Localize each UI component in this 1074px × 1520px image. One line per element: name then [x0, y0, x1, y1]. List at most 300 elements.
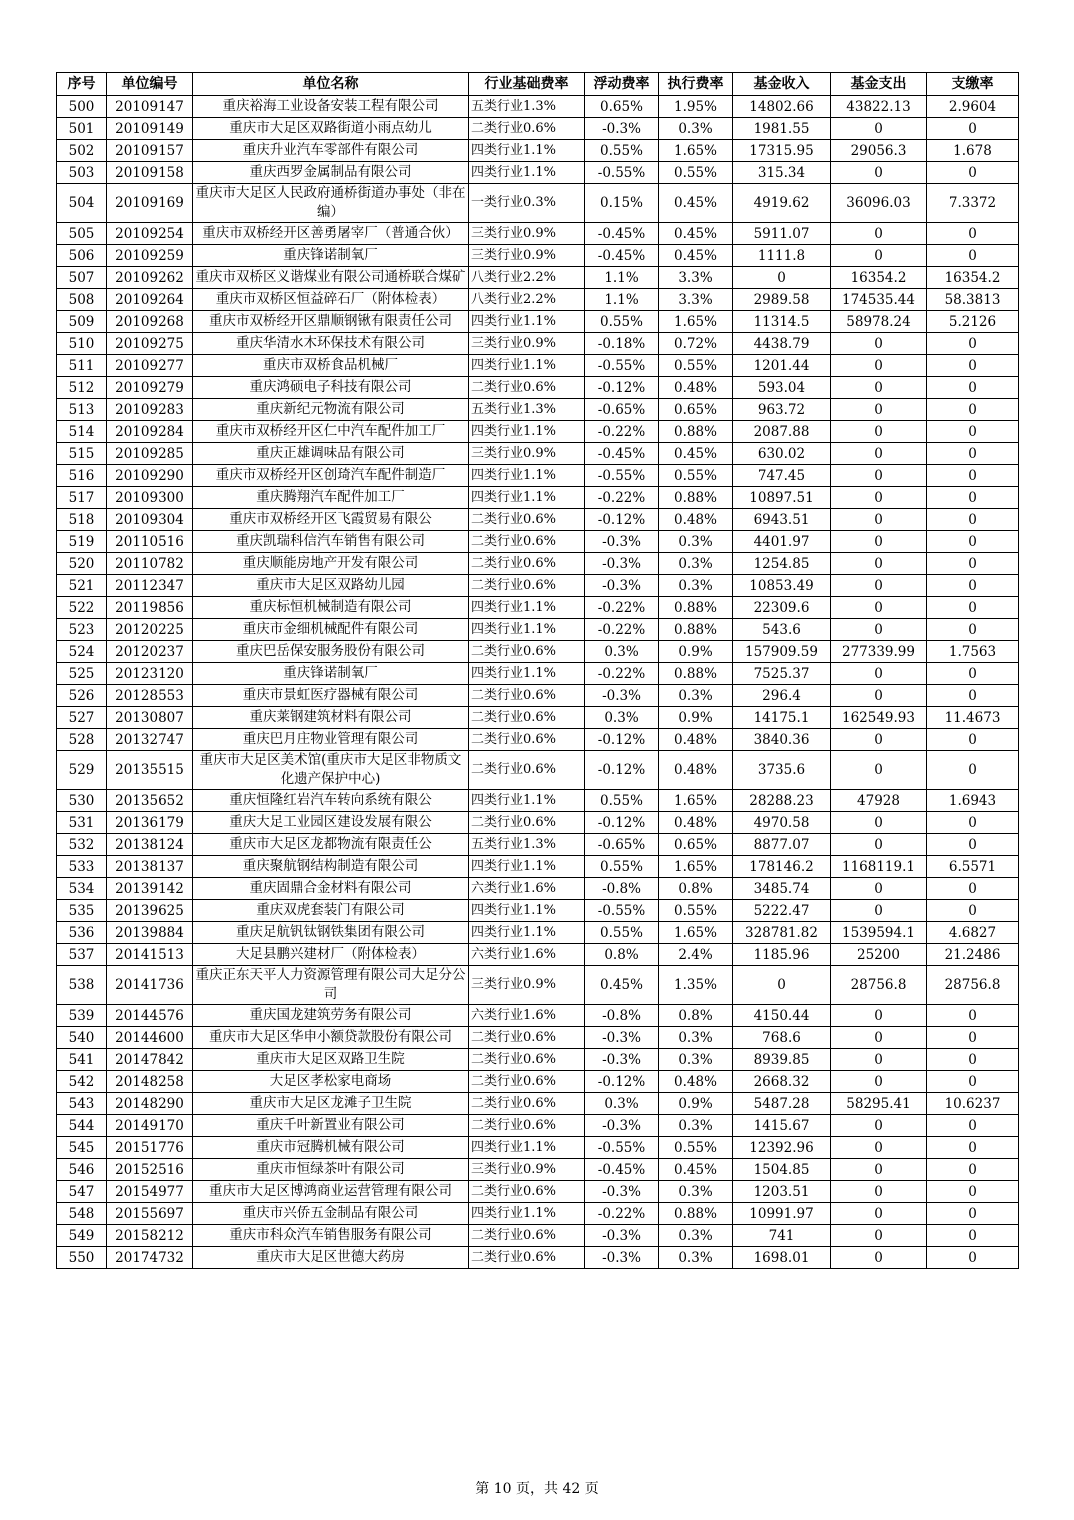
payout-ratio: 0: [927, 1203, 1019, 1225]
float-rate: -0.22%: [585, 487, 659, 509]
table-row: [57, 487, 1019, 509]
fund-expense: 0: [831, 1225, 927, 1247]
exec-rate: 0.55%: [659, 162, 733, 184]
payout-ratio: 0: [927, 878, 1019, 900]
row-index: 538: [57, 966, 107, 1005]
fund-expense: 0: [831, 1027, 927, 1049]
exec-rate: 0.88%: [659, 663, 733, 685]
unit-name: 重庆市双桥经开区创琦汽车配件制造厂: [193, 465, 469, 487]
unit-name: 重庆市双桥经开区仁中汽车配件加工厂: [193, 421, 469, 443]
header-fund-income: 基金收入: [733, 73, 831, 96]
row-index: 510: [57, 333, 107, 355]
payout-ratio: 0: [927, 685, 1019, 707]
row-index: 500: [57, 96, 107, 118]
unit-code: 20120237: [107, 641, 193, 663]
exec-rate: 3.3%: [659, 267, 733, 289]
exec-rate: 2.4%: [659, 944, 733, 966]
table-row: [57, 1181, 1019, 1203]
exec-rate: 0.3%: [659, 1049, 733, 1071]
row-index: 504: [57, 184, 107, 223]
table-row: [57, 1049, 1019, 1071]
exec-rate: 0.3%: [659, 1181, 733, 1203]
fund-income: 10897.51: [733, 487, 831, 509]
unit-code: 20120225: [107, 619, 193, 641]
row-index: 545: [57, 1137, 107, 1159]
row-index: 530: [57, 790, 107, 812]
float-rate: -0.3%: [585, 685, 659, 707]
unit-code: 20109147: [107, 96, 193, 118]
fund-expense: 47928: [831, 790, 927, 812]
float-rate: 0.55%: [585, 790, 659, 812]
fund-expense: 0: [831, 355, 927, 377]
row-index: 537: [57, 944, 107, 966]
payout-ratio: 16354.2: [927, 267, 1019, 289]
row-index: 511: [57, 355, 107, 377]
float-rate: -0.45%: [585, 443, 659, 465]
unit-code: 20132747: [107, 729, 193, 751]
payout-ratio: 0: [927, 1049, 1019, 1071]
payout-ratio: 0: [927, 355, 1019, 377]
fund-income: 3840.36: [733, 729, 831, 751]
fund-expense: 0: [831, 553, 927, 575]
base-rate: 六类行业1.6%: [469, 1005, 585, 1027]
base-rate: 二类行业0.6%: [469, 685, 585, 707]
unit-code: 20128553: [107, 685, 193, 707]
fund-income: 747.45: [733, 465, 831, 487]
unit-name: 重庆市双桥经开区飞霞贸易有限公: [193, 509, 469, 531]
fund-expense: 0: [831, 575, 927, 597]
table-row: [57, 790, 1019, 812]
float-rate: -0.3%: [585, 118, 659, 140]
fund-income: 3485.74: [733, 878, 831, 900]
unit-code: 20110782: [107, 553, 193, 575]
fund-expense: 0: [831, 812, 927, 834]
fund-income: 14802.66: [733, 96, 831, 118]
table-row: [57, 856, 1019, 878]
fund-income: 14175.1: [733, 707, 831, 729]
float-rate: -0.45%: [585, 223, 659, 245]
payout-ratio: 0: [927, 729, 1019, 751]
payout-ratio: 58.3813: [927, 289, 1019, 311]
float-rate: -0.12%: [585, 1071, 659, 1093]
fund-income: 315.34: [733, 162, 831, 184]
fund-expense: 43822.13: [831, 96, 927, 118]
payout-ratio: 0: [927, 834, 1019, 856]
table-row: [57, 922, 1019, 944]
payout-ratio: 1.678: [927, 140, 1019, 162]
fund-expense: 0: [831, 1203, 927, 1225]
row-index: 523: [57, 619, 107, 641]
row-index: 534: [57, 878, 107, 900]
row-index: 526: [57, 685, 107, 707]
unit-code: 20109254: [107, 223, 193, 245]
table-row: [57, 289, 1019, 311]
unit-name: 重庆市双桥区恒益碎石厂（附体检表）: [193, 289, 469, 311]
fund-income: 10991.97: [733, 1203, 831, 1225]
float-rate: -0.12%: [585, 729, 659, 751]
unit-code: 20109158: [107, 162, 193, 184]
base-rate: 二类行业0.6%: [469, 118, 585, 140]
table-row: [57, 245, 1019, 267]
float-rate: -0.12%: [585, 751, 659, 790]
fund-income: 4970.58: [733, 812, 831, 834]
fund-income: 4401.97: [733, 531, 831, 553]
exec-rate: 1.65%: [659, 311, 733, 333]
payout-ratio: 5.2126: [927, 311, 1019, 333]
fund-income: 296.4: [733, 685, 831, 707]
fund-expense: 1168119.1: [831, 856, 927, 878]
row-index: 550: [57, 1247, 107, 1269]
row-index: 502: [57, 140, 107, 162]
unit-code: 20139884: [107, 922, 193, 944]
exec-rate: 0.88%: [659, 421, 733, 443]
unit-name: 重庆国龙建筑劳务有限公司: [193, 1005, 469, 1027]
exec-rate: 1.65%: [659, 140, 733, 162]
payout-ratio: 0: [927, 1159, 1019, 1181]
fund-income: 1415.67: [733, 1115, 831, 1137]
row-index: 521: [57, 575, 107, 597]
fund-income: 593.04: [733, 377, 831, 399]
table-row: [57, 1137, 1019, 1159]
float-rate: -0.3%: [585, 575, 659, 597]
base-rate: 二类行业0.6%: [469, 1093, 585, 1115]
unit-name: 重庆市大足区博鸿商业运营管理有限公司: [193, 1181, 469, 1203]
exec-rate: 0.55%: [659, 900, 733, 922]
float-rate: -0.65%: [585, 834, 659, 856]
unit-name: 重庆莱钢建筑材料有限公司: [193, 707, 469, 729]
base-rate: 二类行业0.6%: [469, 509, 585, 531]
exec-rate: 0.45%: [659, 245, 733, 267]
fund-income: 768.6: [733, 1027, 831, 1049]
base-rate: 二类行业0.6%: [469, 641, 585, 663]
table-row: [57, 1071, 1019, 1093]
base-rate: 三类行业0.9%: [469, 223, 585, 245]
exec-rate: 0.48%: [659, 729, 733, 751]
fund-income: 1254.85: [733, 553, 831, 575]
unit-code: 20141513: [107, 944, 193, 966]
unit-code: 20109279: [107, 377, 193, 399]
table-row: [57, 531, 1019, 553]
fund-income: 328781.82: [733, 922, 831, 944]
base-rate: 四类行业1.1%: [469, 487, 585, 509]
header-unit-code: 单位编号: [107, 73, 193, 96]
float-rate: -0.3%: [585, 1115, 659, 1137]
fund-expense: 0: [831, 1181, 927, 1203]
unit-code: 20109169: [107, 184, 193, 223]
unit-name: 重庆鸿硕电子科技有限公司: [193, 377, 469, 399]
base-rate: 二类行业0.6%: [469, 1027, 585, 1049]
base-rate: 八类行业2.2%: [469, 289, 585, 311]
float-rate: 0.3%: [585, 707, 659, 729]
row-index: 544: [57, 1115, 107, 1137]
unit-code: 20109283: [107, 399, 193, 421]
fund-income: 4438.79: [733, 333, 831, 355]
unit-code: 20151776: [107, 1137, 193, 1159]
base-rate: 二类行业0.6%: [469, 729, 585, 751]
float-rate: -0.3%: [585, 1247, 659, 1269]
exec-rate: 0.88%: [659, 1203, 733, 1225]
float-rate: -0.55%: [585, 162, 659, 184]
base-rate: 三类行业0.9%: [469, 966, 585, 1005]
row-index: 548: [57, 1203, 107, 1225]
table-row: [57, 553, 1019, 575]
unit-code: 20138124: [107, 834, 193, 856]
payout-ratio: 0: [927, 1027, 1019, 1049]
fund-expense: 58295.41: [831, 1093, 927, 1115]
payout-ratio: 0: [927, 1005, 1019, 1027]
payout-ratio: 0: [927, 399, 1019, 421]
unit-name: 重庆锋诺制氧厂: [193, 245, 469, 267]
exec-rate: 0.45%: [659, 1159, 733, 1181]
table-row: [57, 834, 1019, 856]
unit-code: 20152516: [107, 1159, 193, 1181]
fund-income: 630.02: [733, 443, 831, 465]
fund-expense: 0: [831, 333, 927, 355]
row-index: 546: [57, 1159, 107, 1181]
exec-rate: 0.3%: [659, 575, 733, 597]
float-rate: -0.8%: [585, 1005, 659, 1027]
payout-ratio: 0: [927, 443, 1019, 465]
payout-ratio: 0: [927, 377, 1019, 399]
exec-rate: 0.55%: [659, 1137, 733, 1159]
fund-expense: 0: [831, 729, 927, 751]
exec-rate: 0.3%: [659, 118, 733, 140]
unit-name: 重庆市双桥经开区鼎顺钢锹有限责任公司: [193, 311, 469, 333]
fund-expense: 0: [831, 751, 927, 790]
unit-name: 重庆市兴侨五金制品有限公司: [193, 1203, 469, 1225]
fund-expense: 0: [831, 1247, 927, 1269]
base-rate: 二类行业0.6%: [469, 1181, 585, 1203]
exec-rate: 0.3%: [659, 1115, 733, 1137]
table-row: [57, 707, 1019, 729]
exec-rate: 0.48%: [659, 1071, 733, 1093]
unit-code: 20148290: [107, 1093, 193, 1115]
table-row: [57, 1203, 1019, 1225]
table-row: [57, 878, 1019, 900]
header-unit-name: 单位名称: [193, 73, 469, 96]
header-fund-expense: 基金支出: [831, 73, 927, 96]
table-row: [57, 96, 1019, 118]
float-rate: -0.55%: [585, 1137, 659, 1159]
unit-code: 20144576: [107, 1005, 193, 1027]
unit-name: 重庆市大足区双路幼儿园: [193, 575, 469, 597]
unit-code: 20144600: [107, 1027, 193, 1049]
table-row: [57, 509, 1019, 531]
payout-ratio: 6.5571: [927, 856, 1019, 878]
base-rate: 三类行业0.9%: [469, 1159, 585, 1181]
fund-income: 8877.07: [733, 834, 831, 856]
exec-rate: 0.48%: [659, 751, 733, 790]
fund-expense: 0: [831, 465, 927, 487]
unit-code: 20155697: [107, 1203, 193, 1225]
float-rate: -0.3%: [585, 553, 659, 575]
float-rate: -0.22%: [585, 421, 659, 443]
table-row: [57, 443, 1019, 465]
unit-name: 重庆市大足区龙都物流有限责任公: [193, 834, 469, 856]
fund-income: 543.6: [733, 619, 831, 641]
float-rate: -0.3%: [585, 1049, 659, 1071]
header-float-rate: 浮动费率: [585, 73, 659, 96]
unit-name: 大足区孝松家电商场: [193, 1071, 469, 1093]
exec-rate: 1.65%: [659, 856, 733, 878]
table-row: [57, 355, 1019, 377]
base-rate: 四类行业1.1%: [469, 465, 585, 487]
base-rate: 二类行业0.6%: [469, 377, 585, 399]
unit-name: 重庆市冠腾机械有限公司: [193, 1137, 469, 1159]
row-index: 520: [57, 553, 107, 575]
base-rate: 二类行业0.6%: [469, 1225, 585, 1247]
fund-expense: 0: [831, 509, 927, 531]
row-index: 525: [57, 663, 107, 685]
fund-income: 2668.32: [733, 1071, 831, 1093]
float-rate: -0.8%: [585, 878, 659, 900]
table-row: [57, 641, 1019, 663]
unit-code: 20109259: [107, 245, 193, 267]
payout-ratio: 10.6237: [927, 1093, 1019, 1115]
base-rate: 六类行业1.6%: [469, 878, 585, 900]
unit-name: 重庆凯瑞科信汽车销售有限公司: [193, 531, 469, 553]
unit-name: 重庆升业汽车零部件有限公司: [193, 140, 469, 162]
table-row: [57, 1225, 1019, 1247]
exec-rate: 0.65%: [659, 399, 733, 421]
float-rate: -0.12%: [585, 377, 659, 399]
float-rate: -0.3%: [585, 531, 659, 553]
fund-income: 0: [733, 267, 831, 289]
unit-code: 20112347: [107, 575, 193, 597]
float-rate: -0.55%: [585, 355, 659, 377]
unit-name: 重庆正雄调味品有限公司: [193, 443, 469, 465]
base-rate: 一类行业0.3%: [469, 184, 585, 223]
exec-rate: 0.48%: [659, 812, 733, 834]
exec-rate: 0.48%: [659, 377, 733, 399]
table-row: [57, 729, 1019, 751]
row-index: 529: [57, 751, 107, 790]
unit-code: 20110516: [107, 531, 193, 553]
payout-ratio: 0: [927, 1247, 1019, 1269]
base-rate: 二类行业0.6%: [469, 1115, 585, 1137]
unit-code: 20136179: [107, 812, 193, 834]
exec-rate: 1.65%: [659, 922, 733, 944]
unit-name: 重庆市双桥区义谐煤业有限公司通桥联合煤矿: [193, 267, 469, 289]
row-index: 528: [57, 729, 107, 751]
row-index: 503: [57, 162, 107, 184]
fund-income: 1111.8: [733, 245, 831, 267]
row-index: 532: [57, 834, 107, 856]
payout-ratio: 28756.8: [927, 966, 1019, 1005]
fund-expense: 277339.99: [831, 641, 927, 663]
exec-rate: 0.9%: [659, 641, 733, 663]
fund-expense: 0: [831, 421, 927, 443]
float-rate: -0.45%: [585, 1159, 659, 1181]
fund-expense: 36096.03: [831, 184, 927, 223]
header-index: 序号: [57, 73, 107, 96]
payout-ratio: 0: [927, 900, 1019, 922]
unit-name: 重庆市金细机械配件有限公司: [193, 619, 469, 641]
fund-expense: 0: [831, 685, 927, 707]
row-index: 518: [57, 509, 107, 531]
base-rate: 四类行业1.1%: [469, 1137, 585, 1159]
fund-expense: 0: [831, 162, 927, 184]
float-rate: 0.55%: [585, 922, 659, 944]
fund-expense: 0: [831, 443, 927, 465]
row-index: 527: [57, 707, 107, 729]
table-row: [57, 465, 1019, 487]
fund-expense: 162549.93: [831, 707, 927, 729]
fund-income: 1981.55: [733, 118, 831, 140]
base-rate: 四类行业1.1%: [469, 663, 585, 685]
float-rate: 0.15%: [585, 184, 659, 223]
float-rate: -0.22%: [585, 663, 659, 685]
float-rate: -0.22%: [585, 619, 659, 641]
float-rate: -0.18%: [585, 333, 659, 355]
fund-income: 7525.37: [733, 663, 831, 685]
unit-code: 20123120: [107, 663, 193, 685]
unit-name: 重庆腾翔汽车配件加工厂: [193, 487, 469, 509]
row-index: 517: [57, 487, 107, 509]
exec-rate: 0.3%: [659, 553, 733, 575]
unit-code: 20154977: [107, 1181, 193, 1203]
exec-rate: 0.3%: [659, 531, 733, 553]
row-index: 533: [57, 856, 107, 878]
table-row: [57, 140, 1019, 162]
exec-rate: 0.72%: [659, 333, 733, 355]
row-index: 549: [57, 1225, 107, 1247]
fund-expense: 0: [831, 619, 927, 641]
table-row: [57, 1115, 1019, 1137]
exec-rate: 0.3%: [659, 1225, 733, 1247]
fund-expense: 0: [831, 223, 927, 245]
unit-name: 重庆双虎套装门有限公司: [193, 900, 469, 922]
row-index: 522: [57, 597, 107, 619]
unit-name: 重庆千叶新置业有限公司: [193, 1115, 469, 1137]
table-row: [57, 663, 1019, 685]
fund-expense: 0: [831, 1049, 927, 1071]
unit-name: 重庆顺能房地产开发有限公司: [193, 553, 469, 575]
row-index: 519: [57, 531, 107, 553]
row-index: 540: [57, 1027, 107, 1049]
table-row: [57, 597, 1019, 619]
float-rate: -0.3%: [585, 1225, 659, 1247]
base-rate: 二类行业0.6%: [469, 707, 585, 729]
base-rate: 六类行业1.6%: [469, 944, 585, 966]
unit-name: 重庆华清水木环保技术有限公司: [193, 333, 469, 355]
unit-name: 重庆正东天平人力资源管理有限公司大足分公司: [193, 966, 469, 1005]
unit-name: 重庆大足工业园区建设发展有限公: [193, 812, 469, 834]
payout-ratio: 0: [927, 487, 1019, 509]
payout-ratio: 0: [927, 751, 1019, 790]
table-row: [57, 685, 1019, 707]
row-index: 501: [57, 118, 107, 140]
payout-ratio: 1.7563: [927, 641, 1019, 663]
fund-income: 6943.51: [733, 509, 831, 531]
float-rate: -0.22%: [585, 1203, 659, 1225]
row-index: 543: [57, 1093, 107, 1115]
exec-rate: 3.3%: [659, 289, 733, 311]
base-rate: 四类行业1.1%: [469, 1203, 585, 1225]
base-rate: 二类行业0.6%: [469, 1247, 585, 1269]
table-row: [57, 1159, 1019, 1181]
fund-expense: 29056.3: [831, 140, 927, 162]
payout-ratio: 0: [927, 465, 1019, 487]
row-index: 516: [57, 465, 107, 487]
fund-expense: 58978.24: [831, 311, 927, 333]
table-row: [57, 619, 1019, 641]
base-rate: 二类行业0.6%: [469, 1071, 585, 1093]
unit-name: 重庆西罗金属制品有限公司: [193, 162, 469, 184]
base-rate: 二类行业0.6%: [469, 812, 585, 834]
fund-income: 5487.28: [733, 1093, 831, 1115]
fund-income: 10853.49: [733, 575, 831, 597]
